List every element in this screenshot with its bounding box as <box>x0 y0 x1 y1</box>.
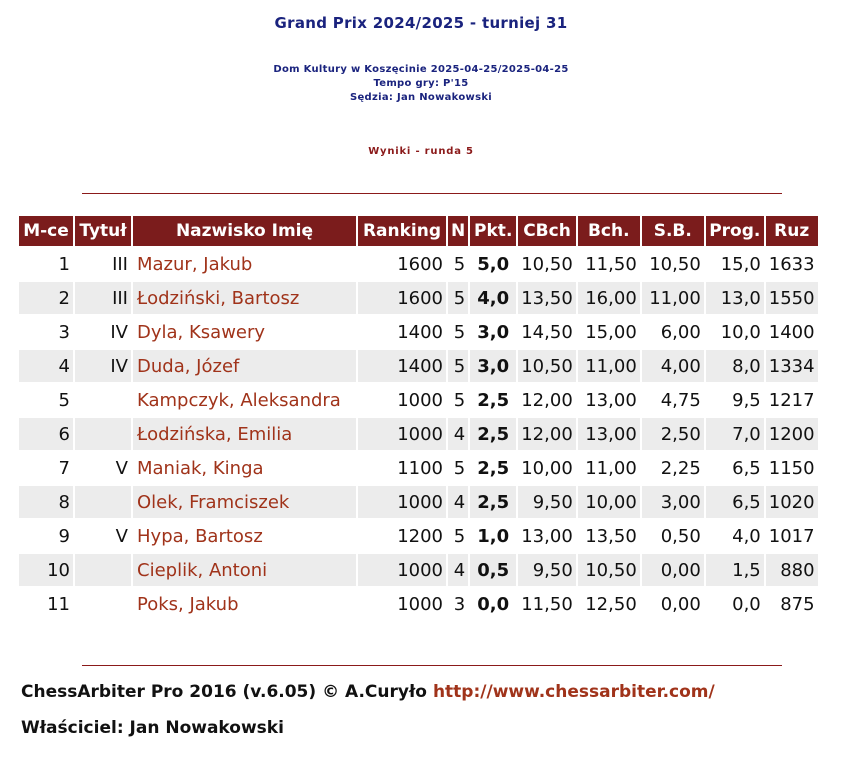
player-name-link[interactable]: Maniak, Kinga <box>137 457 264 479</box>
cell-points: 0,0 <box>477 593 510 615</box>
cell-games: 5 <box>453 321 466 343</box>
cell-games: 4 <box>448 418 468 450</box>
cell-place: 3 <box>58 321 70 343</box>
player-name-link[interactable]: Duda, Józef <box>133 350 356 382</box>
cell-points: 2,5 <box>470 486 516 518</box>
round-heading: Wyniki - runda 5 <box>368 146 474 157</box>
cell-points: 3,0 <box>470 350 516 382</box>
cell-cbch: 14,50 <box>521 321 573 343</box>
cell-title <box>75 486 131 518</box>
cell-bch: 11,50 <box>585 253 637 275</box>
table-row <box>19 588 818 620</box>
cell-ruz: 1334 <box>766 350 818 382</box>
cell-games: 5 <box>453 457 466 479</box>
cell-place: 4 <box>19 350 73 382</box>
col-header-points[interactable]: Pkt. <box>470 216 516 246</box>
cell-ranking: 1000 <box>358 418 446 450</box>
cell-points: 2,5 <box>470 418 516 450</box>
cell-points: 2,5 <box>477 389 510 411</box>
cell-bch: 11,00 <box>585 457 637 479</box>
cell-title <box>75 554 131 586</box>
player-name-link[interactable]: Łodziński, Bartosz <box>133 282 356 314</box>
player-name-link[interactable]: Kampczyk, Aleksandra <box>137 389 341 411</box>
cell-points: 1,0 <box>477 525 510 547</box>
cell-bch: 10,00 <box>578 486 640 518</box>
top-divider <box>82 193 782 194</box>
player-name-link[interactable]: Cieplik, Antoni <box>133 554 356 586</box>
cell-place: 9 <box>58 525 70 547</box>
cell-points: 2,5 <box>477 457 510 479</box>
cell-title: IV <box>110 321 128 343</box>
cell-ruz: 1217 <box>768 389 815 411</box>
cell-cbch: 12,00 <box>518 418 576 450</box>
owner-line: Właściciel: Jan Nowakowski <box>21 718 284 738</box>
cell-title <box>75 384 131 416</box>
table-row <box>19 554 818 586</box>
cell-points: 5,0 <box>477 253 510 275</box>
cell-ruz: 1020 <box>766 486 818 518</box>
cell-bch: 12,50 <box>585 593 637 615</box>
player-name-link[interactable]: Poks, Jakub <box>137 593 239 615</box>
results-table <box>17 214 820 622</box>
cell-sb: 0,00 <box>642 554 704 586</box>
bottom-divider <box>82 665 782 666</box>
col-header-title[interactable]: Tytuł <box>75 216 131 246</box>
table-row <box>19 316 818 348</box>
cell-ranking: 1400 <box>358 350 446 382</box>
player-name-link[interactable]: Łodzińska, Emilia <box>133 418 356 450</box>
cell-title: V <box>115 457 128 479</box>
cell-cbch: 9,50 <box>518 486 576 518</box>
cell-prog: 0,0 <box>732 593 761 615</box>
cell-cbch: 10,50 <box>521 253 573 275</box>
time-control: Tempo gry: P'15 <box>373 78 469 89</box>
header-row <box>19 216 818 246</box>
cell-sb: 4,00 <box>642 350 704 382</box>
cell-cbch: 11,50 <box>521 593 573 615</box>
cell-games: 4 <box>448 554 468 586</box>
cell-ranking: 1000 <box>397 593 443 615</box>
table-row <box>19 520 818 552</box>
cell-ruz: 1150 <box>768 457 815 479</box>
col-header-bch[interactable]: Bch. <box>578 216 640 246</box>
cell-bch: 10,50 <box>578 554 640 586</box>
cell-bch: 15,00 <box>585 321 637 343</box>
table-row <box>19 350 818 382</box>
cell-sb: 3,00 <box>642 486 704 518</box>
cell-ranking: 1600 <box>397 253 443 275</box>
cell-ruz: 1200 <box>766 418 818 450</box>
table-row <box>19 452 818 484</box>
cell-cbch: 10,00 <box>521 457 573 479</box>
col-header-prog[interactable]: Prog. <box>706 216 764 246</box>
cell-title: V <box>115 525 128 547</box>
cell-points: 0,5 <box>470 554 516 586</box>
cell-cbch: 13,00 <box>521 525 573 547</box>
table-row <box>19 282 818 314</box>
cell-ranking: 1200 <box>397 525 443 547</box>
cell-bch: 11,00 <box>578 350 640 382</box>
cell-sb: 0,00 <box>660 593 701 615</box>
table-row <box>19 248 818 280</box>
cell-ranking: 1000 <box>397 389 443 411</box>
table-row <box>19 384 818 416</box>
cell-prog: 10,0 <box>720 321 761 343</box>
cell-games: 5 <box>448 282 468 314</box>
cell-ruz: 1017 <box>768 525 815 547</box>
cell-prog: 6,5 <box>732 457 761 479</box>
cell-sb: 10,50 <box>649 253 701 275</box>
cell-cbch: 9,50 <box>518 554 576 586</box>
cell-place: 8 <box>19 486 73 518</box>
cell-prog: 9,5 <box>732 389 761 411</box>
cell-cbch: 13,50 <box>518 282 576 314</box>
program-credit <box>21 682 715 702</box>
cell-games: 5 <box>448 350 468 382</box>
cell-title <box>75 418 131 450</box>
cell-place: 6 <box>19 418 73 450</box>
cell-prog: 7,0 <box>706 418 764 450</box>
cell-ruz: 880 <box>766 554 818 586</box>
cell-prog: 15,0 <box>720 253 761 275</box>
cell-bch: 13,50 <box>585 525 637 547</box>
cell-sb: 2,25 <box>660 457 701 479</box>
cell-prog: 1,5 <box>706 554 764 586</box>
cell-title: III <box>75 282 131 314</box>
cell-prog: 13,0 <box>706 282 764 314</box>
cell-place: 7 <box>58 457 70 479</box>
cell-place: 2 <box>19 282 73 314</box>
col-header-ruz[interactable]: Ruz <box>766 216 818 246</box>
col-header-sb[interactable]: S.B. <box>642 216 704 246</box>
cell-prog: 4,0 <box>732 525 761 547</box>
cell-sb: 6,00 <box>660 321 701 343</box>
cell-bch: 13,00 <box>578 418 640 450</box>
website-link[interactable]: http://www.chessarbiter.com/ <box>432 682 715 702</box>
table-row <box>19 486 818 518</box>
program-name: ChessArbiter Pro 2016 (v.6.05) © A.Curyło <box>21 682 427 702</box>
player-name-link[interactable]: Olek, Framciszek <box>133 486 356 518</box>
tournament-title: Grand Prix 2024/2025 - turniej 31 <box>274 14 568 32</box>
cell-games: 3 <box>453 593 466 615</box>
cell-games: 5 <box>453 253 466 275</box>
col-header-cbch[interactable]: CBch <box>518 216 576 246</box>
cell-title <box>75 588 131 620</box>
cell-sb: 0,50 <box>660 525 701 547</box>
cell-place: 10 <box>19 554 73 586</box>
venue-dates: Dom Kultury w Koszęcinie 2025-04-25/2025-04-25 <box>273 64 569 75</box>
cell-games: 5 <box>453 525 466 547</box>
col-header-ranking[interactable]: Ranking <box>358 216 446 246</box>
cell-place: 1 <box>58 253 70 275</box>
cell-prog: 8,0 <box>706 350 764 382</box>
cell-bch: 16,00 <box>578 282 640 314</box>
cell-prog: 6,5 <box>706 486 764 518</box>
col-header-name[interactable]: Nazwisko Imię <box>133 216 356 246</box>
cell-games: 5 <box>453 389 466 411</box>
cell-ranking: 1000 <box>358 486 446 518</box>
cell-ruz: 875 <box>780 593 815 615</box>
player-name-link[interactable]: Hypa, Bartosz <box>137 525 263 547</box>
cell-ranking: 1400 <box>397 321 443 343</box>
cell-title: III <box>112 253 128 275</box>
cell-sb: 2,50 <box>642 418 704 450</box>
cell-points: 3,0 <box>477 321 510 343</box>
cell-bch: 13,00 <box>585 389 637 411</box>
cell-sb: 4,75 <box>660 389 701 411</box>
col-header-place[interactable]: M-ce <box>19 216 73 246</box>
table-row <box>19 418 818 450</box>
cell-place: 5 <box>58 389 70 411</box>
cell-ruz: 1633 <box>768 253 815 275</box>
cell-place: 11 <box>47 593 70 615</box>
player-name-link[interactable]: Mazur, Jakub <box>137 253 253 275</box>
cell-ranking: 1100 <box>397 457 443 479</box>
cell-sb: 11,00 <box>642 282 704 314</box>
cell-ruz: 1550 <box>766 282 818 314</box>
cell-games: 4 <box>448 486 468 518</box>
cell-ranking: 1000 <box>358 554 446 586</box>
player-name-link[interactable]: Dyla, Ksawery <box>137 321 266 343</box>
cell-ruz: 1400 <box>768 321 815 343</box>
cell-ranking: 1600 <box>358 282 446 314</box>
cell-cbch: 10,50 <box>518 350 576 382</box>
col-header-games[interactable]: N <box>448 216 468 246</box>
cell-points: 4,0 <box>470 282 516 314</box>
cell-cbch: 12,00 <box>521 389 573 411</box>
cell-title: IV <box>75 350 131 382</box>
arbiter: Sędzia: Jan Nowakowski <box>349 92 493 103</box>
